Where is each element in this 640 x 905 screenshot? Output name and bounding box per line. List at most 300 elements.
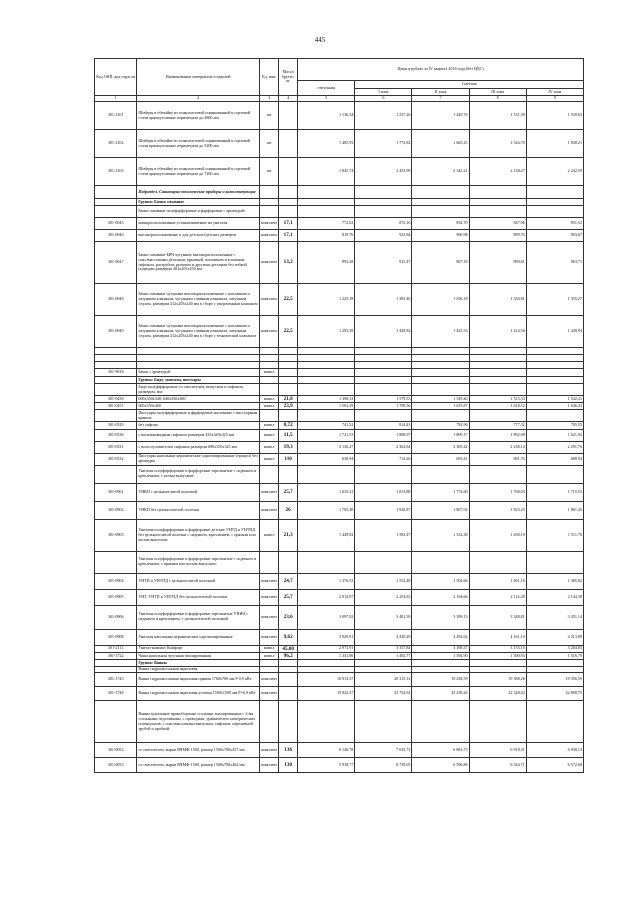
subheading-row: [95, 701, 584, 743]
table-row: [95, 453, 584, 465]
empty-cell: [526, 377, 583, 384]
row-heading: Группа: Биде, унитазы, писсуары: [137, 377, 260, 384]
empty-cell: [412, 410, 469, 422]
header-unit: Ед. изм.: [260, 59, 279, 96]
row-unit: компл: [260, 403, 279, 410]
row-unit: компл: [260, 396, 279, 403]
blank-cell: [355, 362, 412, 369]
empty-cell: [355, 377, 412, 384]
row-code: 301-0904: [95, 573, 137, 589]
row-mass: [279, 369, 298, 377]
empty-cell: [279, 199, 298, 206]
row-name: Унитазы напольные керамические однотипированные: [137, 629, 260, 645]
empty-cell: [526, 199, 583, 206]
empty-cell: [260, 465, 279, 483]
row-price: 1 926,87: [355, 501, 412, 519]
row-price: 681,76: [469, 453, 526, 465]
row-price: [298, 369, 355, 377]
blank-cell: [95, 348, 137, 355]
row-unit: комплект: [260, 316, 279, 348]
row-name: Бачок с арматурой: [137, 369, 260, 377]
row-price: 6 572,68: [526, 758, 583, 773]
row-mass: 22,5: [279, 316, 298, 348]
row-price: 867,18: [412, 242, 469, 284]
row-price: 1 809,17: [412, 429, 469, 441]
row-price: 1 549,40: [412, 396, 469, 403]
blank-cell: [355, 355, 412, 362]
empty-cell: [355, 206, 412, 218]
row-mass: 13,2: [279, 242, 298, 284]
empty-cell: [298, 410, 355, 422]
row-price: 16 913,37: [298, 673, 355, 687]
row-price: 772,02: [298, 218, 355, 230]
row-price: 814,43: [355, 422, 412, 429]
row-price: 2 453,99: [355, 158, 412, 186]
row-code: 301-0045: [95, 218, 137, 230]
row-price: 1 646,43: [526, 403, 583, 410]
row-price: 893,28: [298, 242, 355, 284]
row-price: 1 621,92: [526, 429, 583, 441]
row-unit: комплект: [260, 218, 279, 230]
empty-cell: [298, 660, 355, 667]
row-price: 7 025,71: [355, 743, 412, 758]
col-index: 9: [526, 96, 583, 102]
col-index: 6: [355, 96, 412, 102]
row-price: 741,32: [298, 422, 355, 429]
empty-cell: [279, 551, 298, 573]
empty-cell: [526, 465, 583, 483]
empty-cell: [469, 465, 526, 483]
empty-cell: [355, 199, 412, 206]
blank-cell: [279, 355, 298, 362]
blank-cell: [260, 362, 279, 369]
row-mass: 96,2: [279, 652, 298, 659]
row-name: УНКП без цельноотлитой полочки: [137, 501, 260, 519]
row-price: 2 242,59: [526, 158, 583, 186]
empty-cell: [260, 206, 279, 218]
row-mass: 110: [279, 453, 298, 465]
row-name: Шиберы в обечайке из тонколистовой оцинкованной и сортовой стали прямоугольные периметром до 5200 мм: [137, 130, 260, 158]
blank-row: [95, 348, 584, 355]
row-price: 1 539,63: [526, 102, 583, 130]
row-price: 1 532,30: [412, 519, 469, 551]
row-heading: Ванны купальные прямобортные стальные эмалированные с 2-мя стальными подставками, с проводами, уравнителем электрических потенциалов, с пластмассовыми выпуском, сифоном, переливной трубой и пробкой:: [137, 701, 260, 743]
row-price: 1 845,74: [298, 158, 355, 186]
group-row: [95, 660, 584, 667]
row-price: 6 739,05: [355, 758, 412, 773]
col-index: 8: [469, 96, 526, 102]
row-code: [95, 660, 137, 667]
row-price: 915,47: [355, 242, 412, 284]
row-mass: [279, 687, 298, 701]
row-price: 1 449,76: [412, 102, 469, 130]
row-mass: 9,62: [279, 629, 298, 645]
row-price: 3 451,14: [526, 605, 583, 629]
row-name: Писсуары напольные керамические однотипированные (прицел) без арматуры: [138, 453, 258, 464]
empty-cell: [412, 465, 469, 483]
row-mass: [279, 158, 298, 186]
table-row: [95, 242, 584, 284]
empty-cell: [279, 660, 298, 667]
row-price: 1 552,48: [355, 573, 412, 589]
row-price: 872,16: [355, 218, 412, 230]
row-price: 1 504,66: [412, 573, 469, 589]
subheading-row: [95, 384, 584, 396]
row-heading: Ванна гидромассажная акриловая: [137, 667, 260, 673]
row-price: 1 618,52: [469, 403, 526, 410]
row-name: Шиберы в обечайке из тонколистовой оцинкованной и сортовой стали прямоугольные периметром до 4800 мм: [137, 102, 260, 130]
row-code: 301-0906: [95, 605, 137, 629]
empty-cell: [412, 206, 469, 218]
empty-cell: [298, 384, 355, 396]
row-price: 2 238,14: [469, 441, 526, 453]
row-price: 1 293,39: [298, 316, 355, 348]
table-row: [95, 483, 584, 501]
subheading-row: [95, 551, 584, 573]
row-price: 23 754,92: [355, 687, 412, 701]
row-price: 1 867,92: [412, 501, 469, 519]
empty-cell: [355, 551, 412, 573]
col-index: 7: [412, 96, 469, 102]
row-price: 2 114,28: [469, 589, 526, 605]
row-price: 1 705,40: [298, 501, 355, 519]
subheading-row: [95, 465, 584, 483]
header-zone-1: I зона: [355, 89, 412, 96]
blank-cell: [260, 355, 279, 362]
row-name: со смесителем, марки ВЧМФ-1500, размер 1500х700х462 мм: [137, 758, 260, 773]
row-unit: комплект: [260, 743, 279, 758]
row-price: 1 583,47: [355, 519, 412, 551]
row-code: [95, 377, 137, 384]
row-unit: комплект: [260, 242, 279, 284]
empty-cell: [260, 551, 279, 573]
table-row: [95, 218, 584, 230]
col-index: 1: [95, 96, 137, 102]
row-price: 792,96: [412, 422, 469, 429]
row-price: [526, 369, 583, 377]
row-price: 1 458,19: [469, 519, 526, 551]
blank-cell: [95, 362, 137, 369]
row-price: 2 345,21: [412, 158, 469, 186]
empty-cell: [260, 377, 279, 384]
row-code: 301-0047: [95, 242, 137, 284]
empty-cell: [469, 410, 526, 422]
table-row: [95, 230, 584, 242]
row-heading: Писсуары полуфарфоровые и фарфоровые настенные с писсуарным краном:: [137, 410, 260, 422]
row-code: 301-2103: [95, 158, 137, 186]
table-row: [95, 645, 584, 652]
row-price: [355, 369, 412, 377]
row-price: 1 516,79: [526, 652, 583, 659]
table-row: [95, 158, 584, 186]
blank-cell: [137, 362, 260, 369]
row-name: 600х350х348; 640х350х380: [137, 396, 260, 403]
row-code: [95, 206, 137, 218]
empty-cell: [526, 186, 583, 199]
row-name: со смесителем, марки ВЧМФ-1500, размер 1500х700х457 мм: [137, 743, 260, 758]
empty-cell: [412, 551, 469, 573]
row-price: 1 136,34: [298, 102, 355, 130]
col-index: 4: [279, 96, 298, 102]
row-unit: комплект: [260, 483, 279, 501]
empty-cell: [355, 384, 412, 396]
row-price: 3 097,92: [298, 605, 355, 629]
col-index: 2: [137, 96, 260, 102]
row-price: 6 146,78: [298, 743, 355, 758]
row-price: 693,41: [412, 453, 469, 465]
empty-cell: [469, 384, 526, 396]
row-price: 1 892,98: [469, 429, 526, 441]
header-price-title: Цены в рублях за IV квартал 2016 года (без НДС): [298, 59, 584, 81]
empty-cell: [355, 701, 412, 743]
row-code: 301-1748: [95, 687, 137, 701]
header-code: Код ОКП, код отрасли: [95, 59, 137, 96]
table-row: [95, 316, 584, 348]
row-unit: компл: [260, 519, 279, 551]
blank-row: [95, 355, 584, 362]
row-price: 1 376,53: [298, 573, 355, 589]
row-name: низкорасположенные устанавливаемые на унитазы: [137, 218, 260, 230]
row-price: 1 579,53: [355, 396, 412, 403]
blank-cell: [279, 348, 298, 355]
row-price: 1 394,90: [412, 652, 469, 659]
row-price: 903,67: [526, 230, 583, 242]
row-name: Бачки смывные чугунные высокорасположенные с поплавком и латунным клапаном, чугунным сливным клапаном, латунным седлом, размером 412х205х240 мм в сборе с технической клапаном: [137, 316, 260, 348]
empty-cell: [279, 186, 298, 199]
row-code: 301-0908: [95, 629, 137, 645]
col-index: 5: [298, 96, 355, 102]
row-code: 301-0529: [95, 422, 137, 429]
row-code: 301-0451: [95, 403, 137, 410]
row-price: 1 492,77: [355, 652, 412, 659]
row-mass: 26: [279, 501, 298, 519]
row-name: Бачки смывные БВЧ чугунные высокорасположенные с пластмассовыми деталями: крышкой, поплавком и клапаном, сифоном, раструбом, рычагом и другими деталями без гибкой подводки размером 402х205х250 мм: [137, 242, 260, 284]
empty-cell: [298, 199, 355, 206]
blank-cell: [469, 348, 526, 355]
row-mass: 25,7: [279, 589, 298, 605]
row-price: 22 328,42: [469, 687, 526, 701]
page-number: 445: [314, 36, 326, 44]
blank-cell: [412, 362, 469, 369]
row-code: 301-0532: [95, 453, 137, 465]
row-mass: 17,1: [279, 218, 298, 230]
row-mass: 24,7: [279, 573, 298, 589]
row-price: 6 596,86: [412, 758, 469, 773]
row-price: 3 399,13: [412, 605, 469, 629]
row-price: 1 808,97: [355, 429, 412, 441]
empty-cell: [298, 206, 355, 218]
row-code: [95, 186, 137, 199]
empty-cell: [469, 701, 526, 743]
empty-cell: [260, 660, 279, 667]
row-mass: 21,3: [279, 519, 298, 551]
row-unit: компл: [260, 369, 279, 377]
row-price: 1 823,25: [469, 501, 526, 519]
row-mass: 17,1: [279, 230, 298, 242]
row-code: 301-0903: [95, 519, 137, 551]
row-unit: комплект: [260, 501, 279, 519]
row-name: Ванна гидромассажная акриловая прямая 1700х700 мм Р 0,9 кВт: [137, 673, 260, 687]
table-row: [95, 652, 584, 659]
row-price: 1 485,93: [298, 130, 355, 158]
empty-cell: [469, 551, 526, 573]
row-price: 2 014,97: [298, 589, 355, 605]
row-unit: компл: [260, 652, 279, 659]
row-price: 1 515,33: [469, 396, 526, 403]
row-price: 714,26: [355, 453, 412, 465]
empty-cell: [279, 384, 298, 396]
row-mass: 136: [279, 743, 298, 758]
row-price: 1 655,87: [412, 403, 469, 410]
row-unit: комплект: [260, 605, 279, 629]
row-price: 19 822,37: [298, 687, 355, 701]
table-header: [95, 59, 584, 102]
row-price: 1 449,02: [298, 519, 355, 551]
blank-cell: [526, 362, 583, 369]
row-code: 301-0048: [95, 284, 137, 316]
row-price: 1 225,18: [298, 284, 355, 316]
table-body: [95, 102, 584, 773]
row-price: 1 485,82: [526, 573, 583, 589]
row-name: Унитаз-компакт Комфорт: [137, 645, 260, 652]
header-mass: Масса брутто, кг: [279, 59, 298, 96]
table-row: [95, 429, 584, 441]
row-unit: комплект: [260, 589, 279, 605]
empty-cell: [260, 410, 279, 422]
row-code: 301-0049: [95, 316, 137, 348]
row-unit: компл: [260, 441, 279, 453]
row-price: 963,71: [526, 242, 583, 284]
table-row: [95, 605, 584, 629]
table-row: [95, 396, 584, 403]
row-code: [95, 701, 137, 743]
row-heading: Группа: Бачки смывные: [137, 199, 260, 206]
row-unit: компл: [260, 429, 279, 441]
empty-cell: [355, 410, 412, 422]
row-name: с васильковидным сифоном размером 435х340х325 мм: [137, 429, 260, 441]
row-heading: Биде полуфарфоровые со смесителем, выпуском и сифоном, размером, мм:: [137, 384, 260, 396]
empty-cell: [526, 551, 583, 573]
row-mass: 23,9: [279, 403, 298, 410]
row-name: 600х350х400: [137, 403, 260, 410]
row-price: 1 710,55: [526, 483, 583, 501]
row-code: 301-0530: [95, 429, 137, 441]
empty-cell: [412, 660, 469, 667]
row-price: 1 383,40: [355, 284, 412, 316]
row-code: [95, 410, 137, 422]
row-code: 301-0905: [95, 589, 137, 605]
empty-cell: [355, 660, 412, 667]
row-price: 3 168,37: [412, 645, 469, 652]
empty-cell: [469, 199, 526, 206]
row-heading: Группа: Ванны: [137, 660, 260, 667]
row-code: [95, 465, 137, 483]
row-price: 899,76: [469, 230, 526, 242]
row-price: 1 449,82: [355, 316, 412, 348]
empty-cell: [469, 206, 526, 218]
empty-cell: [279, 206, 298, 218]
empty-cell: [260, 701, 279, 743]
row-name: высокорасположенные и для детского/детских размеров: [137, 230, 260, 242]
table-row: [95, 102, 584, 130]
table-row: [95, 629, 584, 645]
empty-cell: [260, 199, 279, 206]
header-name: Наименование материалов и изделий: [137, 59, 260, 96]
row-unit: компл: [260, 645, 279, 652]
empty-cell: [469, 660, 526, 667]
row-price: 1 449,94: [526, 316, 583, 348]
empty-cell: [469, 186, 526, 199]
row-price: 22 808,75: [526, 687, 583, 701]
row-price: 630,94: [298, 453, 355, 465]
section-row: [95, 186, 584, 199]
price-table: [94, 58, 584, 773]
row-price: 1 355,27: [526, 284, 583, 316]
row-price: 1 341,86: [298, 652, 355, 659]
row-price: 1 537,26: [355, 102, 412, 130]
row-price: 900,98: [412, 230, 469, 242]
row-mass: 130: [279, 758, 298, 773]
table-row: [95, 743, 584, 758]
row-name: без сифона: [137, 422, 260, 429]
empty-cell: [279, 701, 298, 743]
row-unit: комплект: [260, 573, 279, 589]
row-unit: компл: [260, 422, 279, 429]
table-row: [95, 758, 584, 773]
row-code: 301-1743: [95, 673, 137, 687]
row-price: 3 204,83: [526, 645, 583, 652]
row-price: 6 544,71: [469, 758, 526, 773]
table-row: [95, 519, 584, 551]
table-row: [95, 673, 584, 687]
row-unit: комплект: [260, 758, 279, 773]
row-price: 2 973,91: [298, 645, 355, 652]
row-price: 851,52: [526, 218, 583, 230]
row-price: 6 863,75: [412, 743, 469, 758]
row-price: 1 665,25: [412, 130, 469, 158]
row-price: 2 138,27: [469, 158, 526, 186]
row-unit: шт: [260, 102, 279, 130]
empty-cell: [526, 660, 583, 667]
row-name: УНТП и УНТПД с цельноотлитой полочкой: [137, 573, 260, 589]
row-heading: Унитазы полуфарфоровые и фарфоровые тарельчатые с сиденьем и креплением, с косым выпуском:: [137, 465, 260, 483]
empty-cell: [279, 410, 298, 422]
empty-cell: [526, 410, 583, 422]
row-price: [469, 369, 526, 377]
row-price: 19 356,59: [526, 673, 583, 687]
blank-cell: [355, 348, 412, 355]
row-code: 301-0046: [95, 230, 137, 242]
blank-cell: [137, 355, 260, 362]
row-code: 301-0901: [95, 483, 137, 501]
row-code: 301-0531: [95, 441, 137, 453]
row-name: с волосоуловителем сифоном размером 680х350х325 мм: [137, 441, 260, 453]
row-unit: комплект: [260, 230, 279, 242]
row-code: 301-2111: [95, 645, 137, 652]
row-price: 1 813,88: [355, 483, 412, 501]
header-zone-3: III зона: [469, 89, 526, 96]
row-price: [412, 369, 469, 377]
table-row: [95, 589, 584, 605]
row-code: 301-0902: [95, 501, 137, 519]
row-price: 1 330,81: [469, 284, 526, 316]
row-heading: Подраздел. Санитарно-технические приборы и комплектующие: [137, 186, 260, 199]
row-price: 854,70: [412, 218, 469, 230]
row-price: 1 861,45: [526, 501, 583, 519]
row-mass: 45,00: [279, 645, 298, 652]
empty-cell: [526, 206, 583, 218]
row-price: 688,94: [526, 453, 583, 465]
